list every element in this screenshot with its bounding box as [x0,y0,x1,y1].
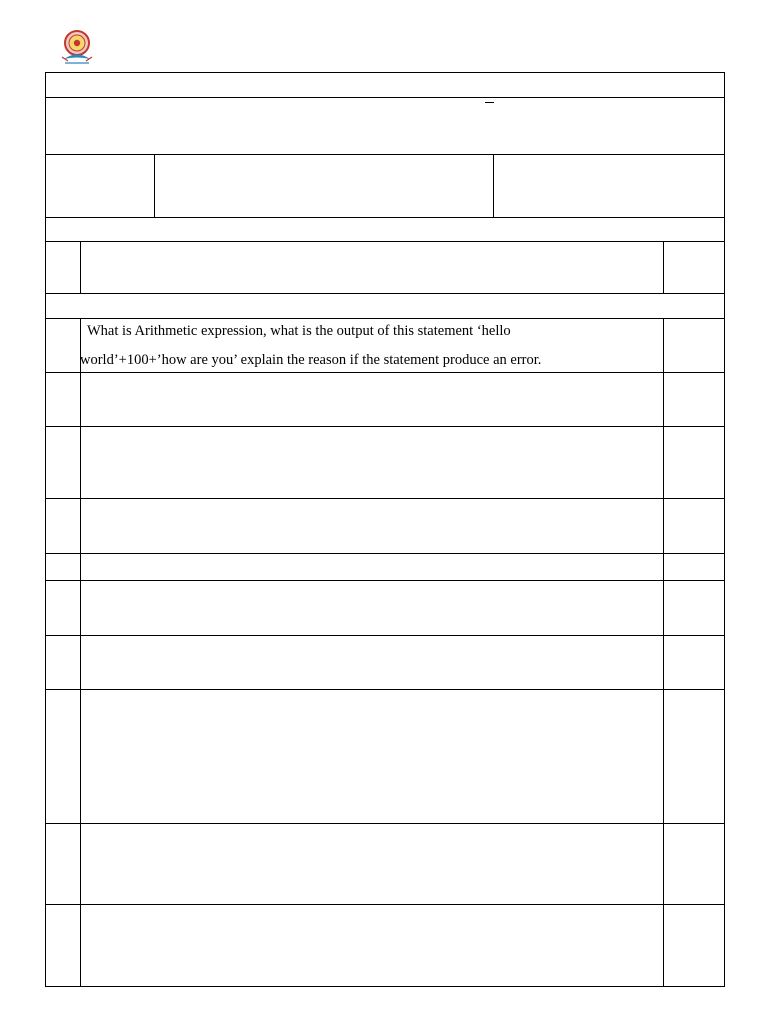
question-line-2: world’+100+’how are you’ explain the reason if the statement produce an error. [80,352,542,368]
university-seal-icon [59,26,115,72]
university-seal-logo [59,26,115,72]
question-line-1: What is Arithmetic expression, what is the output of this statement ‘hello [87,323,511,339]
header-dash [485,102,494,103]
question-text [80,317,661,375]
